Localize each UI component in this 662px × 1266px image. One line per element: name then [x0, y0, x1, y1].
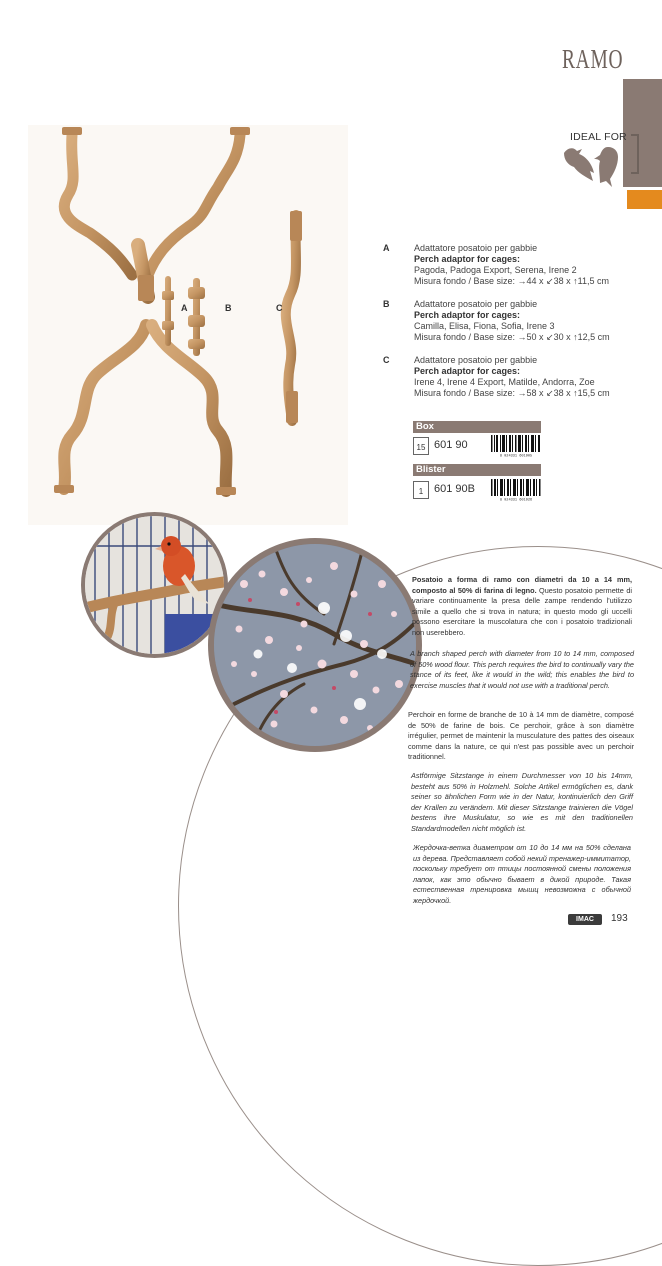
- description-it-rest: Questo posatoio permette di variare continuamente la presa delle zampe rendendo l'utilizzo simile a quello che si trova in natura; in questo modo gli uccelli possono esercitare la muscolatura che con i posatoio tradizionali non userebbero.: [412, 585, 632, 637]
- variant-letter: A: [383, 243, 390, 253]
- perch-a-bottom-ends: [54, 485, 236, 495]
- blister-row: [413, 478, 543, 502]
- variant-size: Misura fondo / Base size: →50 x ↙30 x ↑12,5 cm: [414, 332, 610, 342]
- description-it-bold: Posatoio a forma di ramo con diametri da 10 a 14 mm, composto al 50% di farina di legno.: [412, 575, 632, 595]
- two-birds-icon: [560, 143, 622, 189]
- variant-size: Misura fondo / Base size: →44 x ↙38 x ↑11,5 cm: [414, 276, 609, 286]
- blossom-photo: [208, 538, 422, 752]
- page-number: 193: [611, 913, 628, 924]
- brand-logo: IMAC: [568, 914, 602, 925]
- accent-tab: [627, 190, 662, 209]
- variant-name-en: Perch adaptor for cages:: [414, 310, 521, 320]
- blister-header: Blister: [413, 464, 541, 476]
- box-barcode-digits: 8 024331 601905: [499, 454, 533, 457]
- perch-c: [286, 215, 296, 421]
- variant-name-en: Perch adaptor for cages:: [414, 254, 521, 264]
- variant-size: Misura fondo / Base size: →58 x ↙38 x ↑15,5 cm: [414, 388, 610, 398]
- description-ru: Жердочка-ветка диаметром от 10 до 14 мм на 50% сделана из дерева. Представляет собой некий тренажер-иммитатор, поскольку требует от птицы постоянной смены положения лапок, как это обычно бывает в дикой природе. Такая естественная тренировка мышц невозможна с обычной жердочкой.: [413, 843, 631, 905]
- box-row: [413, 434, 543, 458]
- blister-barcode: [491, 479, 541, 501]
- blister-qty-icon: 1: [413, 481, 429, 499]
- cage-photo: [81, 512, 228, 658]
- description-fr: Perchoir en forme de branche de 10 à 14 mm de diamètre, composé de 50% de farine de bois. Ce perchoir, grâce à son diamètre irrégulier, permet de maintenir la musculature des pattes des oiseaux comme dans la nature, ce qui n'est pas possible avec un perchoir traditionnel.: [408, 710, 634, 762]
- variant-cages: Irene 4, Irene 4 Export, Matilde, Andorra, Zoe: [414, 377, 595, 387]
- variant-name-it: Adattatore posatoio per gabbie: [414, 299, 538, 309]
- box-qty-icon: 15: [413, 437, 429, 455]
- variant-a: [383, 243, 633, 287]
- variant-cages: Camilla, Elisa, Fiona, Sofia, Irene 3: [414, 321, 555, 331]
- page-title: RAMO: [562, 44, 624, 74]
- variant-letter: C: [383, 355, 390, 365]
- variant-b: [383, 299, 633, 343]
- description-it: [412, 575, 632, 639]
- photo-label-c: C: [276, 303, 283, 313]
- perch-a-top-ends: [62, 127, 250, 301]
- variant-name-en: Perch adaptor for cages:: [414, 366, 521, 376]
- perch-b: [188, 278, 205, 356]
- variant-name-it: Adattatore posatoio per gabbie: [414, 355, 538, 365]
- ideal-for-label: IDEAL FOR: [570, 131, 627, 143]
- photo-label-a: A: [181, 303, 188, 313]
- box-barcode: [491, 435, 541, 457]
- perch-a-top: [64, 135, 240, 297]
- perch-a-bottom: [64, 305, 227, 491]
- ideal-for-bracket: [631, 134, 639, 174]
- variant-cages: Pagoda, Padoga Export, Serena, Irene 2: [414, 265, 577, 275]
- description-de: Astförmige Sitzstange in einem Durchmesser von 10 bis 14mm, besteht aus 50% in Holzmehl. Solche Artikel ermöglichen es, dank seiner so ähnlichen Form wie in der Natur, kontinuierlich den Griff der Krallen zu verändern. Mit dieser Sitzstange trainieren die Vögel bestens ihre Muskulatur, so wie es mit den traditionellen Standardmodellen nicht möglich ist.: [411, 771, 633, 833]
- description-en: A branch shaped perch with diameter from 10 to 14 mm, composed of 50% wood flour. This perch requires the bird to continually vary the stance of its feet, like it would in the wild; this enables the bird to exercise muscles that it would not use with a traditional perch.: [410, 649, 634, 690]
- bird-left-icon: [564, 148, 594, 181]
- blister-code: 601 90B: [434, 483, 475, 495]
- variant-letter: B: [383, 299, 390, 309]
- product-photo: [28, 125, 348, 525]
- title-tab: [623, 79, 662, 187]
- bird-right-icon: [594, 147, 618, 187]
- variant-c: [383, 355, 633, 399]
- box-header: Box: [413, 421, 541, 433]
- blister-barcode-digits: 8 024331 601926: [499, 498, 533, 501]
- photo-label-b: B: [225, 303, 232, 313]
- box-code: 601 90: [434, 439, 468, 451]
- variant-name-it: Adattatore posatoio per gabbie: [414, 243, 538, 253]
